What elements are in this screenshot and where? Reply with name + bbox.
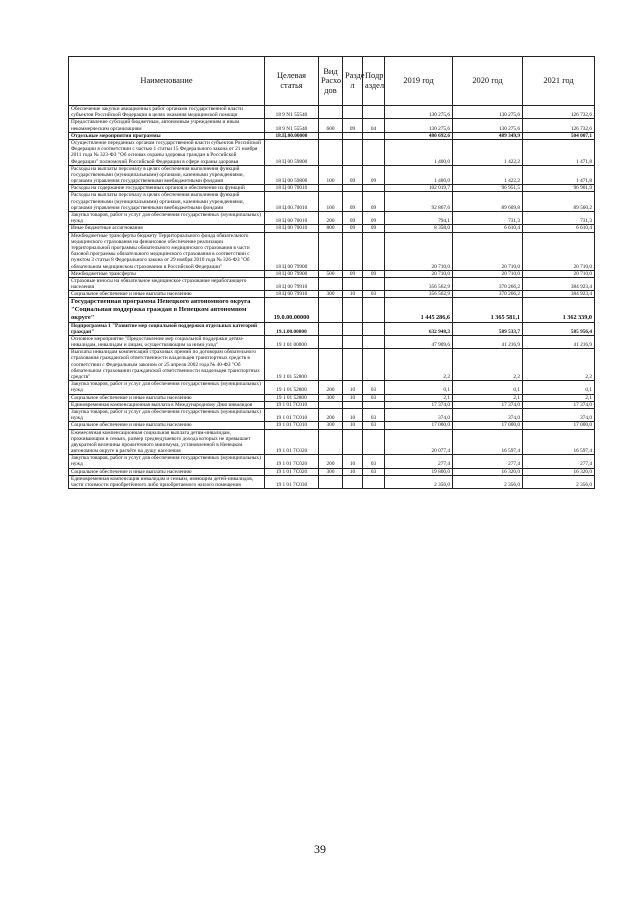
row-expense-type: 600	[319, 119, 343, 132]
row-target-article: 18 Ц 00 79910	[265, 291, 319, 298]
row-value-2019: 17 374,0	[385, 401, 453, 408]
row-value-2020: 20 710,0	[453, 232, 523, 270]
table-row	[69, 232, 595, 270]
row-expense-type	[319, 277, 343, 290]
row-value-2020: 20 710,0	[453, 270, 523, 277]
row-value-2021: 504 007,1	[523, 132, 595, 139]
header-target-article: Целевая статья	[265, 57, 319, 106]
row-value-2019: 47 909,6	[385, 335, 453, 348]
row-name: Социальное обеспечение и иные выплаты населению	[69, 291, 265, 298]
row-value-2020: 2 356,0	[453, 475, 523, 488]
row-value-2020: 731,3	[453, 212, 523, 225]
row-subsection: 03	[363, 408, 385, 421]
row-section	[343, 298, 363, 322]
row-value-2019: 92 867,6	[385, 192, 453, 212]
table-row	[69, 212, 595, 225]
row-subsection: 09	[363, 225, 385, 232]
budget-table-sheet	[68, 56, 594, 489]
row-subsection	[363, 335, 385, 348]
row-expense-type	[319, 106, 343, 119]
table-row	[69, 225, 595, 232]
row-section	[343, 429, 363, 455]
row-value-2021: 277,4	[523, 455, 595, 468]
row-expense-type	[319, 335, 343, 348]
page-number: 39	[314, 842, 326, 856]
row-value-2019: 20 710,0	[385, 232, 453, 270]
row-name: Социальное обеспечение и иные выплаты населению	[69, 468, 265, 475]
header-2020: 2020 год	[453, 57, 523, 106]
row-target-article: 18 Ц 00 79900	[265, 270, 319, 277]
table-row	[69, 298, 595, 322]
row-value-2021: 2 356,0	[523, 475, 595, 488]
row-value-2021: 585 956,4	[523, 322, 595, 335]
table-row	[69, 381, 595, 394]
table-row	[69, 139, 595, 165]
row-subsection	[363, 429, 385, 455]
table-row	[69, 270, 595, 277]
row-name: Государственная программа Ненецкого автономного округа "Социальная поддержка граждан в Ненецком автономном округе"	[69, 298, 265, 322]
row-subsection: 04	[363, 119, 385, 132]
row-name: Осуществление переданных органам государственной власти субъектов Российской Федерации в соответствии с частью 1 статьи 15 Федерального закона от 21 ноября 2011 года № 323-ФЗ "Об основах охраны здоровья граждан в Российской Федерации" полномочий Российской Федерации в сфере охраны здоровья	[69, 139, 265, 165]
row-value-2020: 374,0	[453, 408, 523, 421]
row-section: 09	[343, 165, 363, 185]
row-name: Отдельные мероприятия программы	[69, 132, 265, 139]
row-value-2019: 794,1	[385, 212, 453, 225]
row-value-2021: 20 710,0	[523, 270, 595, 277]
row-target-article: 19 1 01 7С030	[265, 475, 319, 488]
header-2019: 2019 год	[385, 57, 453, 106]
row-value-2020: 1 422,2	[453, 139, 523, 165]
row-name: Межбюджетные трансферты	[69, 270, 265, 277]
row-subsection	[363, 475, 385, 488]
row-section	[343, 349, 363, 381]
row-expense-type: 300	[319, 422, 343, 429]
row-section	[343, 475, 363, 488]
row-name: Расходы на выплаты персоналу в целях обеспечения выполнения функций государственными (муниципальными) органами, казенными учреждениями, органами управления государственными внебюджетными фондами	[69, 192, 265, 212]
row-expense-type	[319, 185, 343, 192]
row-name: Закупка товаров, работ и услуг для обеспечения государственных (муниципальных) нужд	[69, 408, 265, 421]
table-row	[69, 455, 595, 468]
row-name: Иные бюджетные ассигнования	[69, 225, 265, 232]
row-value-2019: 20 077,4	[385, 429, 453, 455]
row-target-article: 18 Ц 00 70010	[265, 225, 319, 232]
row-name: Расходы на содержание государственных органов и обеспечение их функций	[69, 185, 265, 192]
row-value-2020: 1 365 581,1	[453, 298, 523, 322]
row-value-2019: 356 562,9	[385, 277, 453, 290]
row-name: Социальное обеспечение и иные выплаты населению	[69, 394, 265, 401]
row-section	[343, 185, 363, 192]
row-subsection	[363, 139, 385, 165]
row-name: Предоставление субсидий бюджетным, автономным учреждениям и иным некоммерческим организациям	[69, 119, 265, 132]
row-value-2019: 632 948,3	[385, 322, 453, 335]
header-name: Наименование	[69, 57, 265, 106]
row-subsection	[363, 298, 385, 322]
row-value-2021: 374,0	[523, 408, 595, 421]
table-row	[69, 192, 595, 212]
row-section	[343, 139, 363, 165]
row-value-2021: 17 000,0	[523, 422, 595, 429]
row-subsection: 03	[363, 381, 385, 394]
row-value-2019: 20 710,0	[385, 270, 453, 277]
row-value-2020: 17 374,0	[453, 401, 523, 408]
row-value-2019: 480 692,6	[385, 132, 453, 139]
row-expense-type: 300	[319, 468, 343, 475]
row-value-2021: 126 732,6	[523, 106, 595, 119]
row-subsection: 03	[363, 455, 385, 468]
row-value-2019: 356 562,9	[385, 291, 453, 298]
row-expense-type: 300	[319, 394, 343, 401]
row-expense-type: 200	[319, 455, 343, 468]
row-subsection: 09	[363, 192, 385, 212]
row-value-2021: 1 362 339,0	[523, 298, 595, 322]
row-target-article: 19 1 01 00000	[265, 335, 319, 348]
row-subsection	[363, 401, 385, 408]
row-value-2020: 0,1	[453, 381, 523, 394]
row-value-2020: 2,1	[453, 394, 523, 401]
row-subsection	[363, 232, 385, 270]
row-section	[343, 401, 363, 408]
row-name: Подпрограмма 1 "Развитие мер социальной поддержки отдельных категорий граждан"	[69, 322, 265, 335]
row-value-2019: 1 400,0	[385, 139, 453, 165]
row-target-article: 18 9 N1 55540	[265, 106, 319, 119]
row-value-2020: 6 610,4	[453, 225, 523, 232]
row-value-2020: 2,2	[453, 349, 523, 381]
row-section: 09	[343, 225, 363, 232]
row-value-2019: 2,1	[385, 394, 453, 401]
table-body	[69, 106, 595, 489]
row-section: 09	[343, 119, 363, 132]
table-row	[69, 165, 595, 185]
row-target-article: 19 1 01 52800	[265, 349, 319, 381]
row-subsection	[363, 106, 385, 119]
row-target-article: 18 9 N1 55540	[265, 119, 319, 132]
row-expense-type: 500	[319, 270, 343, 277]
row-value-2020: 17 000,0	[453, 422, 523, 429]
row-value-2020: 130 275,6	[453, 106, 523, 119]
row-expense-type: 200	[319, 212, 343, 225]
table-row	[69, 394, 595, 401]
row-section: 10	[343, 394, 363, 401]
row-value-2019: 277,4	[385, 455, 453, 468]
row-target-article: 18 Ц.00.70010	[265, 192, 319, 212]
row-target-article: 19 1 01 7С010	[265, 408, 319, 421]
table-row	[69, 335, 595, 348]
row-value-2019: 17 000,0	[385, 422, 453, 429]
row-subsection: 03	[363, 291, 385, 298]
row-value-2020: 89 609,8	[453, 192, 523, 212]
row-expense-type: 800	[319, 225, 343, 232]
row-subsection	[363, 185, 385, 192]
table-row	[69, 401, 595, 408]
row-section: 10	[343, 422, 363, 429]
row-value-2019: 130 275,6	[385, 119, 453, 132]
row-value-2021: 89 560,2	[523, 192, 595, 212]
table-row	[69, 475, 595, 488]
table-row	[69, 185, 595, 192]
row-value-2021: 41 216,9	[523, 335, 595, 348]
row-name: Закупка товаров, работ и услуг для обеспечения государственных (муниципальных) нужд	[69, 455, 265, 468]
row-value-2021: 2,2	[523, 349, 595, 381]
row-target-article: 18.Ц.00.00000	[265, 132, 319, 139]
row-value-2020: 277,4	[453, 455, 523, 468]
budget-table	[68, 56, 595, 489]
row-section: 09	[343, 212, 363, 225]
row-subsection: 03	[363, 422, 385, 429]
row-expense-type: 100	[319, 192, 343, 212]
row-value-2020: 370 266,2	[453, 277, 523, 290]
row-value-2021: 20 710,0	[523, 232, 595, 270]
row-subsection	[363, 277, 385, 290]
row-value-2019: 8 358,0	[385, 225, 453, 232]
row-target-article: 18 Ц 00 59800	[265, 139, 319, 165]
row-value-2019: 2 356,0	[385, 475, 453, 488]
row-section	[343, 106, 363, 119]
table-header-row	[69, 57, 595, 106]
row-value-2019: 1 400,0	[385, 165, 453, 185]
row-value-2021: 384 923,4	[523, 277, 595, 290]
row-value-2021: 6 610,4	[523, 225, 595, 232]
row-name: Единовременная компенсационная выплата к Международному Дню инвалидов	[69, 401, 265, 408]
row-subsection: 09	[363, 270, 385, 277]
row-subsection	[363, 349, 385, 381]
header-2021: 2021 год	[523, 57, 595, 106]
row-target-article: 19 1 01 52800	[265, 381, 319, 394]
row-name: Закупка товаров, работ и услуг для обеспечения государственных (муниципальных) нужд	[69, 381, 265, 394]
row-section: 10	[343, 455, 363, 468]
row-name: Закупка товаров, работ и услуг для обеспечения государственных (муниципальных) нужд	[69, 212, 265, 225]
table-row	[69, 468, 595, 475]
table-row	[69, 422, 595, 429]
row-expense-type	[319, 298, 343, 322]
row-value-2020: 589 533,7	[453, 322, 523, 335]
row-expense-type	[319, 401, 343, 408]
row-target-article: 18 Ц 00 70010	[265, 185, 319, 192]
table-row	[69, 132, 595, 139]
row-name: Страховые взносы на обязательное медицинское страхование неработающего населения	[69, 277, 265, 290]
row-value-2021: 731,3	[523, 212, 595, 225]
header-subsection: Подр аздел	[363, 57, 385, 106]
row-value-2020: 41 216,9	[453, 335, 523, 348]
row-value-2021: 1 471,8	[523, 165, 595, 185]
row-name: Ежемесячная компенсационная социальная выплата детям-инвалидам, проживающим в семьях, размер среднедушевого дохода которых не превышает двукратной величины прожиточного минимума, установленной в Ненецком автономном округе в расчёте на душу населения	[69, 429, 265, 455]
table-row	[69, 349, 595, 381]
row-value-2019: 374,0	[385, 408, 453, 421]
row-expense-type	[319, 429, 343, 455]
row-target-article: 18 Ц 00 59800	[265, 165, 319, 185]
row-target-article: 19 1 01 52800	[265, 394, 319, 401]
row-value-2020: 16 597,4	[453, 429, 523, 455]
row-value-2019: 2,2	[385, 349, 453, 381]
table-row	[69, 322, 595, 335]
row-value-2020: 489 349,9	[453, 132, 523, 139]
row-subsection: 03	[363, 394, 385, 401]
row-subsection: 09	[363, 212, 385, 225]
row-target-article: 19 1 01 7С010	[265, 401, 319, 408]
row-value-2021: 16 320,0	[523, 468, 595, 475]
row-section	[343, 322, 363, 335]
row-value-2020: 130 275,6	[453, 119, 523, 132]
row-subsection	[363, 132, 385, 139]
table-row	[69, 429, 595, 455]
row-value-2020: 1 422,2	[453, 165, 523, 185]
row-value-2021: 0,1	[523, 381, 595, 394]
row-section: 09	[343, 192, 363, 212]
row-value-2021: 1 471,8	[523, 139, 595, 165]
row-expense-type	[319, 349, 343, 381]
row-subsection: 09	[363, 165, 385, 185]
row-section	[343, 277, 363, 290]
row-expense-type: 200	[319, 381, 343, 394]
header-section: Разде л	[343, 57, 363, 106]
row-value-2021: 126 732,6	[523, 119, 595, 132]
table-row	[69, 106, 595, 119]
row-value-2021: 384 923,4	[523, 291, 595, 298]
table-row	[69, 119, 595, 132]
row-value-2019: 0,1	[385, 381, 453, 394]
row-expense-type	[319, 132, 343, 139]
row-value-2021: 16 597,4	[523, 429, 595, 455]
row-target-article: 19.1.00.00000	[265, 322, 319, 335]
row-value-2020: 96 951,5	[453, 185, 523, 192]
row-value-2019: 130 275,6	[385, 106, 453, 119]
row-target-article: 19 1 01 7С020	[265, 468, 319, 475]
row-expense-type	[319, 139, 343, 165]
row-value-2020: 16 320,0	[453, 468, 523, 475]
row-expense-type: 300	[319, 291, 343, 298]
row-name: Межбюджетные трансферты бюджету Территориального фонда обязательного медицинского страхования на финансовое обеспечение реализации территориальной программы обязательного медицинского страхования в части базовой программы обязательного медицинского страхования в соответствии с пунктом 3 статьи 8 Федерального закона от 29 ноября 2010 года № 326-ФЗ "Об обязательном медицинском страховании в Российской Федерации"	[69, 232, 265, 270]
row-name: Единовременная компенсация инвалидам и семьям, имеющим детей-инвалидов, части стоимости приобретённого либо приобретаемого жилого помещения	[69, 475, 265, 488]
row-value-2021: 96 901,9	[523, 185, 595, 192]
row-target-article: 18 Ц 00 79910	[265, 277, 319, 290]
row-target-article: 18 Ц 00 70010	[265, 212, 319, 225]
row-target-article: 19.0.00.00000	[265, 298, 319, 322]
row-expense-type	[319, 322, 343, 335]
row-value-2019: 102 019,7	[385, 185, 453, 192]
row-expense-type: 100	[319, 165, 343, 185]
row-section: 10	[343, 468, 363, 475]
row-target-article: 19 1 01 7С020	[265, 429, 319, 455]
row-name: Обеспечение закупки авиационных работ органами государственной власти субъектов Российской Федерации в целях оказания медицинской помощи	[69, 106, 265, 119]
row-target-article: 19 1 01 7С010	[265, 422, 319, 429]
row-expense-type	[319, 475, 343, 488]
row-target-article: 18 Ц 00 79900	[265, 232, 319, 270]
row-section	[343, 132, 363, 139]
row-section	[343, 232, 363, 270]
row-name: Расходы на выплаты персоналу в целях обеспечения выполнения функций государственными (муниципальными) органами, казенными учреждениями, органами управления государственными внебюджетными фондами	[69, 165, 265, 185]
row-name: Выплаты инвалидам компенсаций страховых премий по договорам обязательного страхования гражданской ответственности владельцев транспортных средств в соответствии с Федеральным законом от 25 апреля 2002 года № 40-ФЗ "Об обязательном страховании гражданской ответственности владельцев транспортных средств"	[69, 349, 265, 381]
row-section: 09	[343, 270, 363, 277]
table-row	[69, 408, 595, 421]
row-value-2020: 370 266,2	[453, 291, 523, 298]
row-subsection: 03	[363, 468, 385, 475]
row-target-article: 19 1 01 7С020	[265, 455, 319, 468]
row-subsection	[363, 322, 385, 335]
row-value-2021: 17 374,0	[523, 401, 595, 408]
row-name: Основное мероприятие "Предоставление мер социальной поддержки детям-инвалидам, инвалидам и лицам, осуществляющим за ними уход"	[69, 335, 265, 348]
row-expense-type: 200	[319, 408, 343, 421]
row-name: Социальное обеспечение и иные выплаты населению	[69, 422, 265, 429]
row-section	[343, 335, 363, 348]
row-section: 10	[343, 408, 363, 421]
table-row	[69, 277, 595, 290]
row-value-2019: 1 445 286,6	[385, 298, 453, 322]
row-value-2019: 19 800,0	[385, 468, 453, 475]
header-expense-type: Вид Расхо дов	[319, 57, 343, 106]
row-section: 10	[343, 381, 363, 394]
row-value-2021: 2,1	[523, 394, 595, 401]
row-expense-type	[319, 232, 343, 270]
table-row	[69, 291, 595, 298]
row-section: 10	[343, 291, 363, 298]
